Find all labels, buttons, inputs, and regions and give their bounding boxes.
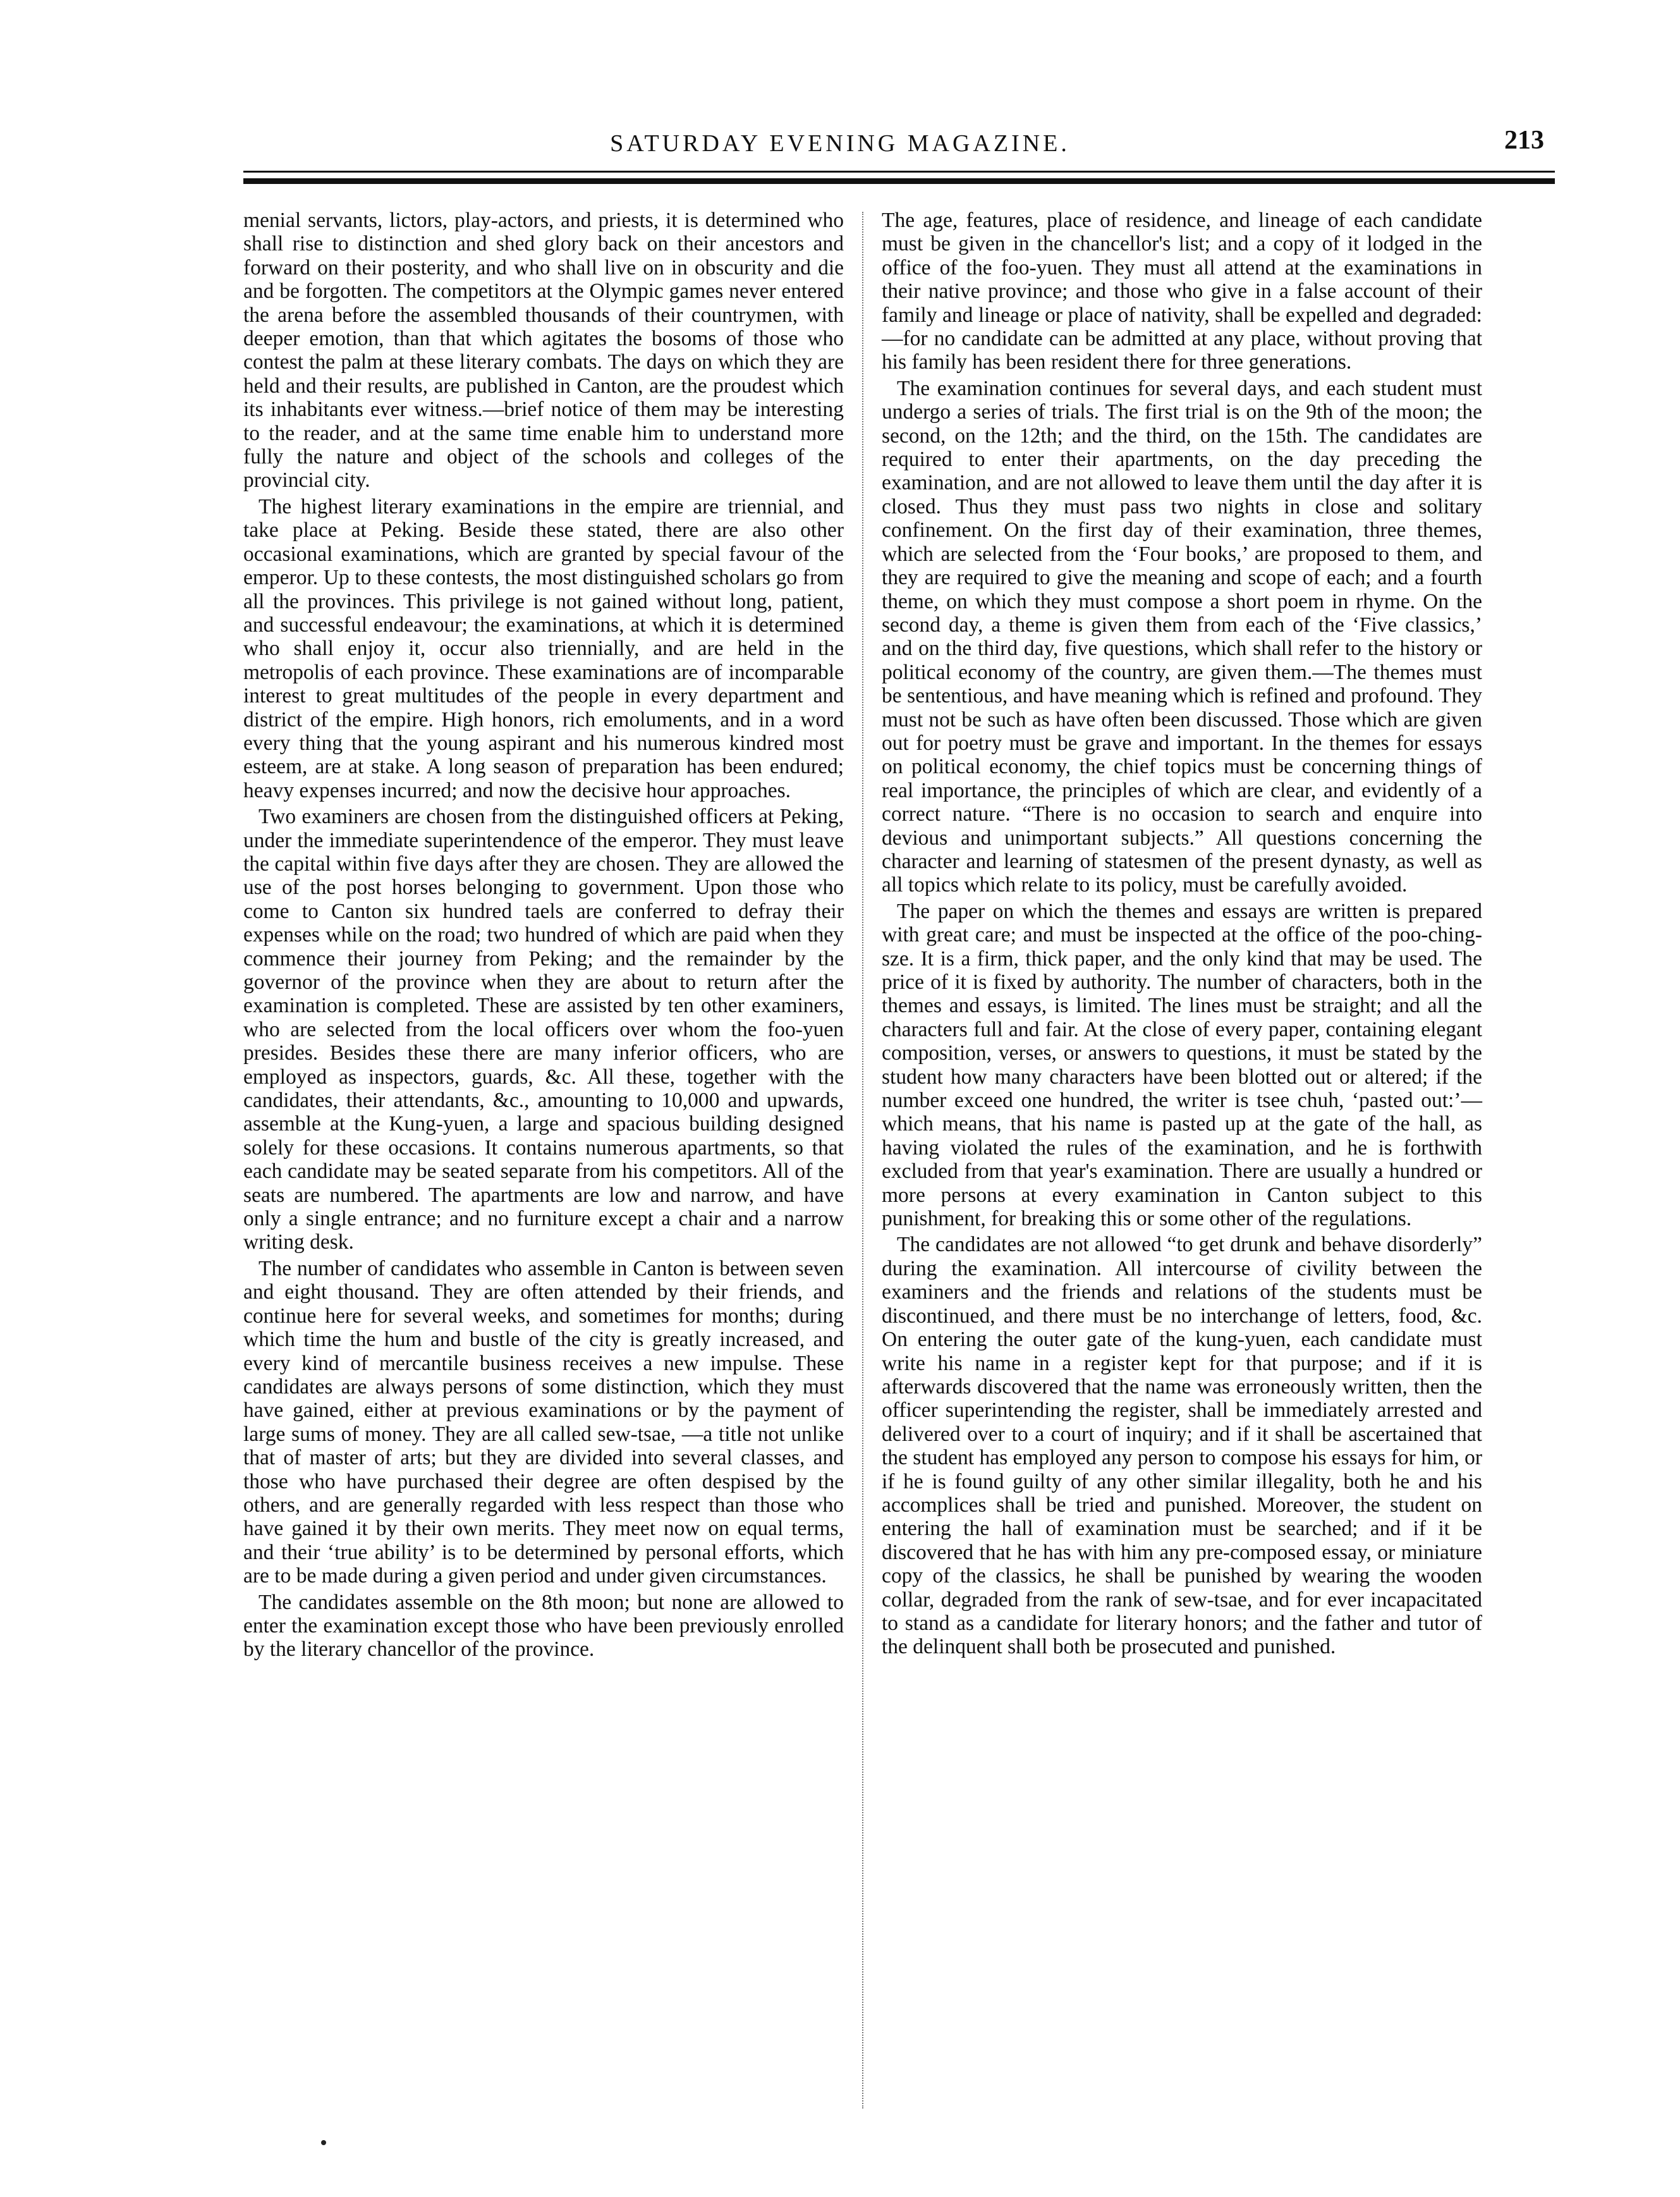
column-divider [862,212,863,2108]
paragraph: The highest literary examinations in the empire are triennial, and take place at Peking. Beside these stated, there are also other occasional examinations, which are granted by special favour of the emperor. Up to these contests, the most distinguished scholars go from all the provinces. This privilege is not gained without long, patient, and successful endeavour; the examinations, at which it is determined who shall enjoy it, occur also triennially, and are held in the metropolis of each province. These examinations are of incomparable interest to great multitudes of the people in every department and district of the empire. High honors, rich emoluments, and in a word every thing that the young aspirant and his numerous kindred most esteem, are at stake. A long season of preparation has been endured; heavy expenses incurred; and now the decisive hour approaches. [243,494,844,802]
paragraph: The number of candidates who assemble in Canton is between seven and eight thousand. They are often attended by their friends, and continue here for several weeks, and sometimes for months; during which time the hum and bustle of the city is greatly increased, and every kind of mercantile business receives a new impulse. These candidates are always persons of some distinction, which they must have gained, either at previous examinations or by the payment of large sums of money. They are all called sew-tsae, —a title not unlike that of master of arts; but they are divided into several classes, and those who have purchased their degree are often despised by the others, and are generally regarded with less respect than those who have gained it by their own merits. They meet now on equal terms, and their ‘true ability’ is to be determined by personal efforts, which are to be made during a given period and under given circumstances. [243,1256,844,1588]
left-column [243,209,844,1662]
right-column [882,209,1482,1659]
paragraph: The age, features, place of residence, and lineage of each candidate must be given in the chancellor's list; and a copy of it lodged in the office of the foo-yuen. They must all attend at the examinations in their native province; and those who give in a false account of their family and lineage or place of nativity, shall be expelled and degraded:—for no candidate can be admitted at any place, without proving that his family has been resident there for three generations. [882,209,1482,374]
ink-speck [321,2140,326,2145]
paragraph: The candidates are not allowed “to get drunk and behave disorderly” during the examination. All intercourse of civility between the examiners and the friends and relations of the students must be discontinued, and there must be no interchange of letters, food, &c. On entering the outer gate of the kung-yuen, each candidate must write his name in a register kept for that purpose; and if it is afterwards discovered that the name was erroneously written, then the officer superintending the register, shall be immediately arrested and delivered over to a court of inquiry; and if it shall be ascertained that the student has employed any person to compose his essays for him, or if he is found guilty of any other similar illegality, both he and his accomplices shall be tried and punished. Moreover, the student on entering the hall of examination must be searched; and if it be discovered that he has with him any pre-composed essay, or miniature copy of the classics, he shall be punished by wearing the wooden collar, degraded from the rank of sew-tsae, and for ever incapacitated to stand as a candidate for literary honors; and the father and tutor of the delinquent shall both be prosecuted and punished. [882,1233,1482,1659]
page-number: 213 [1504,126,1544,155]
header-rule-thick [243,178,1555,184]
paragraph: The examination continues for several days, and each student must undergo a series of trials. The first trial is on the 9th of the moon; the second, on the 12th; and the third, on the 15th. The candidates are required to enter their apartments, on the day preceding the examination, and are not allowed to leave them until the day after it is closed. Thus they must pass two nights in close and solitary confinement. On the first day of their examination, three themes, which are selected from the ‘Four books,’ are proposed to them, and they are required to give the meaning and scope of each; and a fourth theme, on which they must compose a short poem in rhyme. On the second day, a theme is given them from each of the ‘Five classics,’ and on the third day, five questions, which shall refer to the history or political economy of the country, are given them.—The themes must be sententious, and have meaning which is refined and profound. They must not be such as have often been discussed. Those which are given out for poetry must be grave and important. In the themes for essays on political economy, the chief topics must be concerning things of real importance, the principles of which are clear, and evidently of a correct nature. “There is no occasion to search and enquire into devious and unimportant subjects.” All questions concerning the character and learning of statesmen of the present dynasty, as well as all topics which relate to its policy, must be carefully avoided. [882,376,1482,897]
paragraph: menial servants, lictors, play-actors, and priests, it is determined who shall rise to distinction and shed glory back on their ancestors and forward on their posterity, and who shall live on in obscurity and die and be forgotten. The competitors at the Olympic games never entered the arena before the assembled thousands of their countrymen, with deeper emotion, than that which agitates the bosoms of those who contest the palm at these literary combats. The days on which they are held and their results, are published in Canton, are the proudest which its inhabitants ever witness.—brief notice of them may be interesting to the reader, and at the same time enable him to understand more fully the nature and object of the schools and colleges of the provincial city. [243,209,844,493]
paragraph: The candidates assemble on the 8th moon; but none are allowed to enter the examination except those who have been previously enrolled by the literary chancellor of the province. [243,1590,844,1662]
header-rule-thin [243,171,1555,173]
running-header-title: SATURDAY EVENING MAGAZINE. [610,130,1070,157]
paragraph: The paper on which the themes and essays are written is prepared with great care; and must be inspected at the office of the poo-ching-sze. It is a firm, thick paper, and the only kind that may be used. The price of it is fixed by authority. The number of characters, both in the themes and essays, is limited. The lines must be straight; and all the characters full and fair. At the close of every paper, containing elegant composition, verses, or answers to questions, it must be stated by the student how many characters have been blotted out or altered; if the number exceed one hundred, the writer is tsee chuh, ‘pasted out:’—which means, that his name is pasted up at the gate of the hall, as having violated the rules of the examination, and he is forthwith excluded from that year's examination. There are usually a hundred or more persons at every examination in Canton subject to this punishment, for breaking this or some other of the regulations. [882,899,1482,1231]
paragraph: Two examiners are chosen from the distinguished officers at Peking, under the immediate superintendence of the emperor. They must leave the capital within five days after they are chosen. They are allowed the use of the post horses belonging to government. Upon those who come to Canton six hundred taels are conferred to defray their expenses while on the road; two hundred of which are paid when they commence their journey from Peking; and the remainder by the governor of the province when they are about to return after the examination is completed. These are assisted by ten other examiners, who are selected from the local officers over whom the foo-yuen presides. Besides these there are many inferior officers, who are employed as inspectors, guards, &c. All these, together with the candidates, their attendants, &c., amounting to 10,000 and upwards, assemble at the Kung-yuen, a large and spacious building designed solely for these occasions. It contains numerous apartments, so that each candidate may be seated separate from his competitors. All of the seats are numbered. The apartments are low and narrow, and have only a single entrance; and no furniture except a chair and a narrow writing desk. [243,805,844,1254]
